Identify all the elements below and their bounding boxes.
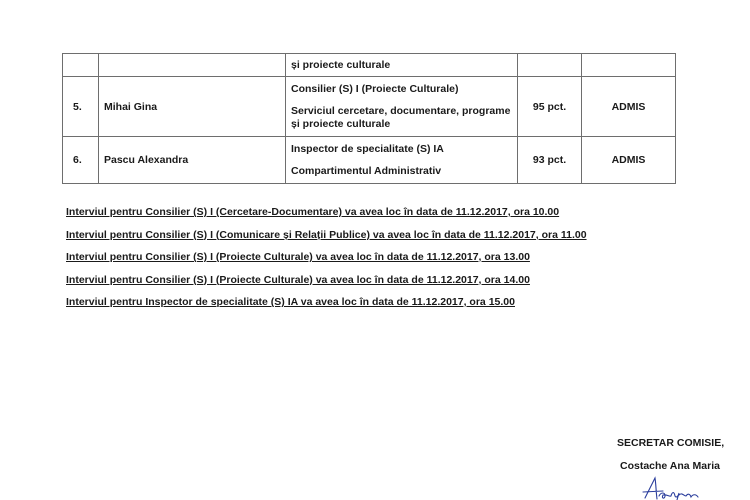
result [582, 54, 676, 77]
department-line: Compartimentul Administrativ [291, 164, 442, 177]
department-line: și proiecte culturale [291, 58, 391, 71]
table-row [63, 77, 676, 137]
results-table [62, 53, 676, 184]
position-cell [286, 54, 518, 77]
score: 93 pct. [518, 137, 582, 184]
signature-block [617, 437, 724, 472]
candidate-name: Pascu Alexandra [99, 137, 286, 184]
department-line: Serviciul cercetare, documentare, programe [291, 104, 511, 117]
interview-line: Interviul pentru Inspector de specialitate (S) IA va avea loc în data de 11.12.2017, ora 15.00 [66, 296, 515, 308]
table-row [63, 137, 676, 184]
position-cell [286, 137, 518, 184]
signatory-title: SECRETAR COMISIE, [617, 437, 725, 449]
interview-line: Interviul pentru Consilier (S) I (Proiecte Culturale) va avea loc în data de 11.12.2017, ora 13.00 [66, 251, 530, 263]
signatory-name: Costache Ana Maria [620, 460, 720, 472]
position-cell [286, 77, 518, 137]
result: ADMIS [582, 77, 676, 137]
interview-schedule [66, 205, 587, 318]
score: 95 pct. [518, 77, 582, 137]
signature-stroke [643, 478, 698, 500]
interview-line: Interviul pentru Consilier (S) I (Comunicare și Relații Publice) va avea loc în data de 11.12.2017, ora 11.00 [66, 228, 587, 241]
handwritten-signature [641, 476, 701, 500]
position-title: Inspector de specialitate (S) IA [291, 142, 444, 155]
score [518, 54, 582, 77]
table-row [63, 54, 676, 77]
candidate-name [99, 54, 286, 77]
interview-line: Interviul pentru Consilier (S) I (Cercetare-Documentare) va avea loc în data de 11.12.2017, ora 10.00 [66, 206, 560, 218]
row-number [63, 54, 99, 77]
row-number: 5. [63, 77, 99, 137]
department-line: și proiecte culturale [291, 117, 391, 130]
interview-line: Interviul pentru Consilier (S) I (Proiecte Culturale) va avea loc în data de 11.12.2017, ora 14.00 [66, 273, 530, 286]
candidate-name: Mihai Gina [99, 77, 286, 137]
result: ADMIS [582, 137, 676, 184]
position-title: Consilier (S) I (Proiecte Culturale) [291, 82, 459, 95]
row-number: 6. [63, 137, 99, 184]
